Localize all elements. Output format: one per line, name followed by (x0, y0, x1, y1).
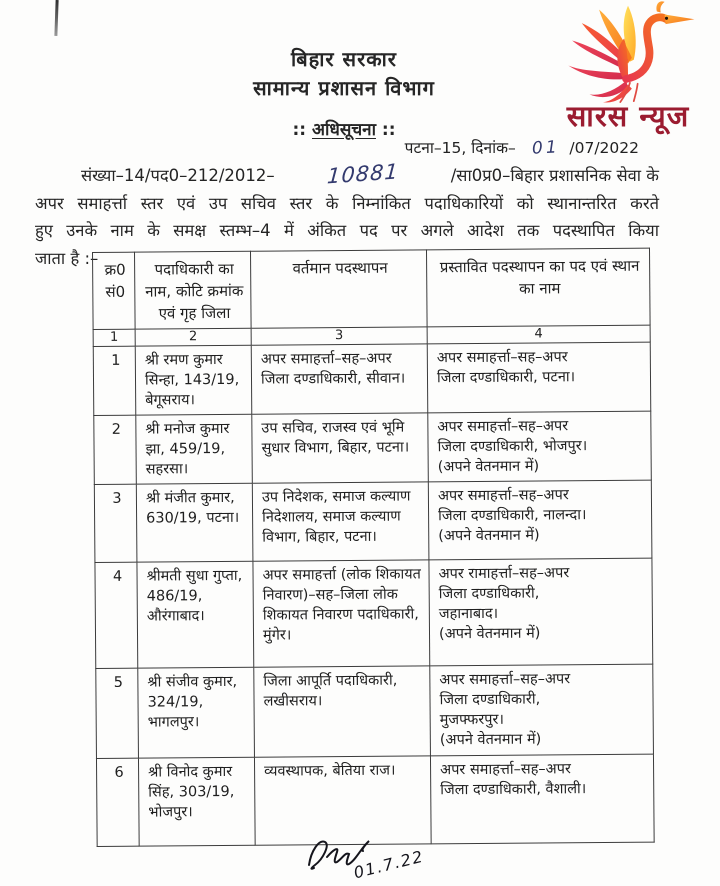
government-title: बिहार सरकार (291, 47, 397, 71)
transfer-table-wrap (92, 248, 654, 847)
signature-date: 01.7.22 (351, 846, 426, 883)
officer-name-cell: श्री मनोज कुमार झा, 459/19, सहरसा। (136, 414, 253, 484)
notification-prefix: :: (292, 120, 307, 140)
proposed-posting-cell: अपर समाहर्त्ता–सह–अपर जिला दण्डाधिकारी, नालन्दा। (अपने वेतनमान में) (428, 480, 652, 560)
officer-name-cell: श्रीमती सुधा गुप्ता, 486/19, औरंगाबाद। (137, 561, 254, 668)
column-header: प्रस्तावित पदस्थापन का पद एवं स्थान का नाम (426, 248, 650, 327)
intro-line-3: हुए उनके नाम के समक्ष स्तम्भ–4 में अंकित पद पर अगले आदेश तक पदस्थापित किया (35, 221, 659, 240)
officer-name-cell: श्री संजीव कुमार, 324/19, भागलपुर। (138, 667, 255, 758)
proposed-posting-cell: अपर समाहर्त्ता–सह–अपर जिला दण्डाधिकारी, पटना। (427, 342, 651, 413)
current-posting-cell: अपर समाहर्त्ता (लोक शिकायत निवारण)–सह–जिला लोक शिकायत निवारण पदाधिकारी, मुंगेर। (253, 560, 430, 667)
logo-text: सारस न्यूज (566, 99, 690, 133)
intro-line-1 (35, 161, 659, 190)
column-header: वर्तमान पदस्थापन (250, 250, 427, 328)
current-posting-cell: व्यवस्थापक, बेतिया राज। (254, 756, 431, 845)
letter-number-prefix: संख्या–14/पद0–212/2012– (81, 166, 275, 185)
table-row (96, 664, 654, 758)
proposed-posting-cell: अपर समाहर्त्ता–सह–अपर जिला दण्डाधिकारी, वैशाली। (430, 754, 654, 844)
transfer-table (92, 248, 655, 847)
proposed-posting-cell: अपर समाहर्त्ता–सह–अपर जिला दण्डाधिकारी, मुजफ्फरपुर। (अपने वेतनमान में) (430, 664, 654, 756)
place-date-label: पटना–15, दिनांक– (404, 139, 516, 157)
intro-line-4: जाता है :– (35, 248, 99, 268)
scan-artifact-line (54, 0, 58, 36)
serial-cell: 3 (94, 484, 137, 562)
column-header: क्र0 सं0 (93, 252, 136, 329)
department-title: सामान्य प्रशासन विभाग (253, 76, 435, 100)
proposed-posting-cell: अपर समाहर्त्ता–सह–अपर जिला दण्डाधिकारी, भोजपुर। (अपने वेतनमान में) (428, 411, 652, 482)
serial-cell: 5 (96, 668, 139, 758)
serial-cell: 4 (95, 562, 138, 668)
table-row (95, 558, 653, 668)
table-header-row (93, 248, 651, 329)
handwritten-day: 01 (531, 137, 560, 159)
place-date-line (0, 136, 639, 158)
current-posting-cell: उप निदेशक, समाज कल्याण निदेशालय, समाज कल्याण विभाग, बिहार, पटना। (252, 482, 429, 561)
date-rest: /07/2022 (569, 139, 639, 157)
officer-name-cell: श्री रमण कुमार सिन्हा, 143/19, बेगूसराय। (135, 345, 252, 415)
handwritten-letter-number: 10881 (326, 159, 400, 189)
notification-word: अधिसूचना (312, 120, 376, 140)
table-row (94, 411, 652, 484)
document-header (0, 45, 688, 140)
serial-cell: 6 (96, 758, 139, 846)
current-posting-cell: अपर समाहर्त्ता–सह–अपर जिला दण्डाधिकारी, सीवान। (251, 344, 428, 414)
letter-number-suffix: /सा0प्र0–बिहार प्रशासनिक सेवा के (450, 166, 659, 185)
proposed-posting-cell: अपर रामाहर्त्ता–सह–अपर जिला दण्डाधिकारी, जहानाबाद। (अपने वेतनमान में) (429, 558, 653, 666)
officer-name-cell: श्री विनोद कुमार सिंह, 303/19, भोजपुर। (138, 757, 255, 846)
current-posting-cell: जिला आपूर्ति पदाधिकारी, लखीसराय। (254, 666, 431, 757)
column-number: 3 (251, 327, 427, 345)
table-row (93, 342, 651, 415)
column-number: 1 (93, 329, 135, 346)
column-number: 4 (427, 325, 650, 344)
serial-cell: 2 (94, 415, 137, 484)
intro-line-2: अपर समाहर्त्ता स्तर एवं उप सचिव स्तर के निम्नांकित पदाधिकारियों को स्थानान्तरित करते (35, 193, 659, 213)
notification-suffix: :: (381, 120, 396, 140)
table-row (94, 480, 652, 562)
signature-block (295, 831, 475, 886)
column-number: 2 (135, 328, 251, 346)
column-header: पदाधिकारी का नाम, कोटि क्रमांक एवं गृह जिला (135, 251, 252, 329)
current-posting-cell: उप सचिव, राजस्व एवं भूमि सुधार विभाग, बिहार, पटना। (252, 413, 429, 483)
officer-name-cell: श्री मंजीत कुमार, 630/19, पटना। (136, 483, 253, 562)
serial-cell: 1 (93, 346, 136, 415)
